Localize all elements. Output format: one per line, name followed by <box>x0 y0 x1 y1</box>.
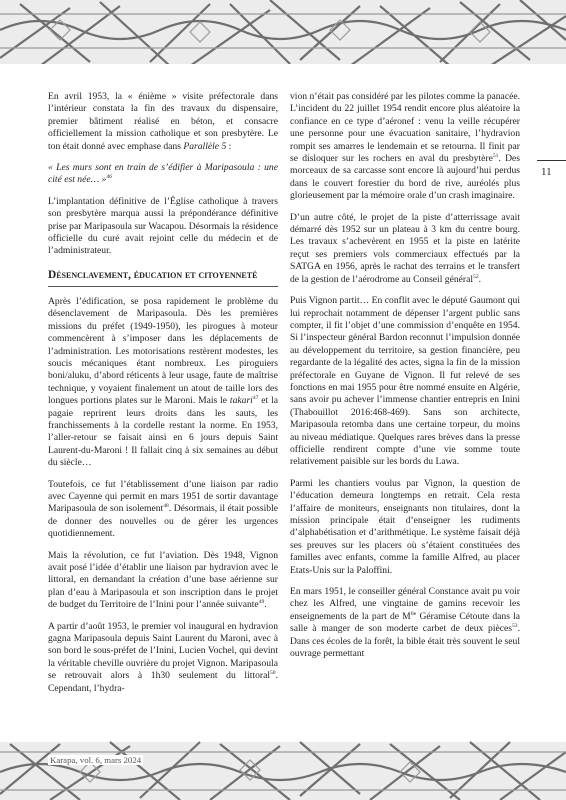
footnote-ref[interactable]: 49 <box>258 599 265 606</box>
page-number: 11 <box>541 166 552 178</box>
italic-term: takari <box>229 395 253 407</box>
left-column <box>48 91 278 704</box>
paragraph <box>48 550 278 612</box>
paragraph-text: D’un autre côté, le projet de la piste d’atterrissage avait démarré dès 1952 sur un plateau à 3 km du centre bourg. Les travaux s’achevèrent en 1955 et la piste en latérite reçut ses premiers vols commerciaux effectués par la SATGA en 1956, après le rachat des terrains et le transfert de la gestion de l’aérodrome au Conseil général <box>290 211 520 285</box>
paragraph <box>48 621 278 695</box>
paragraph <box>290 586 520 660</box>
paragraph-text: et la pagaie reprirent leurs droits dans les sauts, les franchissements à la cordelle restant la norme. En 1953, l’aller-retour se faisait ainsi en 6 jours depuis Saint Laurent-du-Maroni ! Il fallait cinq à six semaines au début du siècle… <box>48 395 278 469</box>
block-quote <box>48 162 278 187</box>
paragraph-text: Après l’édification, se posa rapidement le problème du désenclavement de Maripasoula. Dès les premières missions du préfet (1949-1950), les pirogues à moteur commencèrent à s’imposer dans les déplacements de l’administration. Les motorisations restèrent modestes, les soucis mécaniques étant nombreux. Les piroguiers boni/aluku, d’abord réticents à leur usage, faute de maîtrise technique, y voyaient finalement un atout de taille lors des longues portions plates sur le Maroni. Mais le <box>48 295 278 407</box>
paragraph <box>290 212 520 286</box>
right-column <box>290 91 520 669</box>
paragraph-text: En avril 1953, la « énième » visite préfectorale dans l’intérieur constata la fin des travaux du dispensaire, premier bâtiment réalisé en béton, et consacre officiellement la mission catholique et son presbytère. Le ton était donné avec emphase dans <box>48 91 278 152</box>
footnote-ref[interactable]: 53 <box>512 623 518 630</box>
footnote-ref[interactable]: 47 <box>252 394 259 401</box>
paragraph: Parmi les chantiers voulus par Vignon, la question de l’éducation demeura longtemps en retrait. Cela resta l’affaire de moniteurs, enseignants non titulaires, dont la mission principale était d’enseigner les rudiments d’alphabétisation et d’arithmétique. Le système faisait déjà ses preuves sur les placers où s’étaient constituées des familles avec enfants, comme la famille Alfred, au placer Etats-Unis sur la Paloffini. <box>290 477 520 576</box>
paragraph <box>48 479 278 541</box>
periodical-title: Parallèle 5 <box>183 140 227 152</box>
paragraph <box>48 91 278 153</box>
paragraph-text: . <box>264 599 267 611</box>
paragraph-text: En mars 1951, le conseiller général Constance avait pu voir chez les Alfred, une vingtaine de gamins recevoir les enseignements de la part de M <box>290 586 520 622</box>
paragraph: Puis Vignon partit… En conflit avec le député Gaumont qui lui reprochait notamment de dépenser l’argent public sans compter, il fit l’objet d’une commission d’enquête en 1954. Si l’inspecteur général Bardon reconnut l’impulsion donnée au développement du territoire, sa gestion financière, peu regardante de la légalité des actes, signa la fin de la mission préfectorale en Guyane de Vignon. Il fut relevé de ses fonctions en mai 1955 pour être nommé ensuite en Algérie, sans avoir pu achever l’immense chantier entrepris en Inini (Thabouillot 2016:468-469). Sans son architecte, Maripasoula retomba dans une certaine torpeur, du moins au niveau médiatique. Quelques rares brèves dans la presse officielle rendirent compte d’une vie somme toute relativement paisible sur les bords du Lawa. <box>290 295 520 468</box>
paragraph-text: . <box>478 273 482 285</box>
footnote-ref[interactable]: 51 <box>492 152 499 159</box>
paragraph-text: Mais la révolution, ce fut l’aviation. Dès 1948, Vignon avait posé l’idée d’établir une liaison par hydravion avec le littoral, en demandant la création d’une base aérienne sur plan d’eau à Maripasoula et son inscription dans le projet de budget du Territoire de l’Inini pour l’année suivante <box>48 549 278 611</box>
paragraph <box>290 91 520 203</box>
paragraph: L’implantation définitive de l’Église catholique à travers son presbytère marqua aussi la prépondérance définitive prise par Maripasoula sur Wacapou. Désormais la résidence officielle du curé avait rejoint celle du médecin et de l’administrateur. <box>48 195 278 257</box>
footnote-ref[interactable]: 46 <box>106 174 112 181</box>
paragraph-text: . Désormais, il était possible de donner des nouvelles ou de gérer les urgences quotidiennement. <box>48 503 278 540</box>
quote-text: « Les murs sont en train de s’édifier à Maripasoula : une cité est née… » <box>48 162 278 186</box>
footer-journal-info: Karapa, vol. 6, mars 2024 <box>50 755 142 765</box>
paragraph-text: : <box>226 140 232 152</box>
section-heading: Désenclavement, éducation et citoyenneté <box>48 268 278 287</box>
paragraph-text: Géramise Cétoute dans la salle à manger de son moderte carbet de deux pièces <box>290 610 520 635</box>
footnote-ref[interactable]: 52 <box>473 273 479 280</box>
page-number-rule <box>537 160 566 161</box>
paragraph-text: . Cependant, l’hydra- <box>48 670 278 694</box>
title-abbreviation: lle <box>410 610 417 617</box>
paragraph-text: vion n’était pas considéré par les pilotes comme la panacée. L’incident du 22 juillet 1954 rendit encore plus aléatoire la confiance en ce type d’aéronef : venu la veille récupérer une personne pour une évacuation sanitaire, l’hydravion rompit ses amarres le lendemain et se retourna. Il finit par se disloquer sur les rochers en aval du presbytère <box>290 91 520 165</box>
paragraph-text: A partir d’août 1953, le premier vol inaugural en hydravion gagna Maripasoula depuis Saint Laurent du Maroni, avec à son bord le sous-préfet de l’Inini, Lucien Vochel, qui devint la véritable cheville ouvrière du projet Vignon. Maripasoula se retrouvait alors à 1h30 seulement du littoral <box>48 620 278 682</box>
paragraph-text: . Des morceaux de sa carcasse sont encore là aujourd’hui perdus dans le couvert forestier du bord de rive, auréolés plus glorieusement par la mémoire orale d’un crash imaginaire. <box>290 153 520 202</box>
footnote-ref[interactable]: 50 <box>270 670 276 677</box>
bottom-decorative-band <box>0 738 566 800</box>
top-decorative-band <box>0 0 566 68</box>
paragraph-text: . Dans ces écoles de la forêt, la bible était très souvent le seul ouvrage permettant <box>290 623 520 660</box>
paragraph <box>48 296 278 470</box>
paragraph-text: Toutefois, ce fut l’établissement d’une liaison par radio avec Cayenne qui permit en mars 1951 de sortir davantage Maripasoula de son isolement <box>48 478 278 515</box>
footnote-ref[interactable]: 48 <box>163 503 169 510</box>
